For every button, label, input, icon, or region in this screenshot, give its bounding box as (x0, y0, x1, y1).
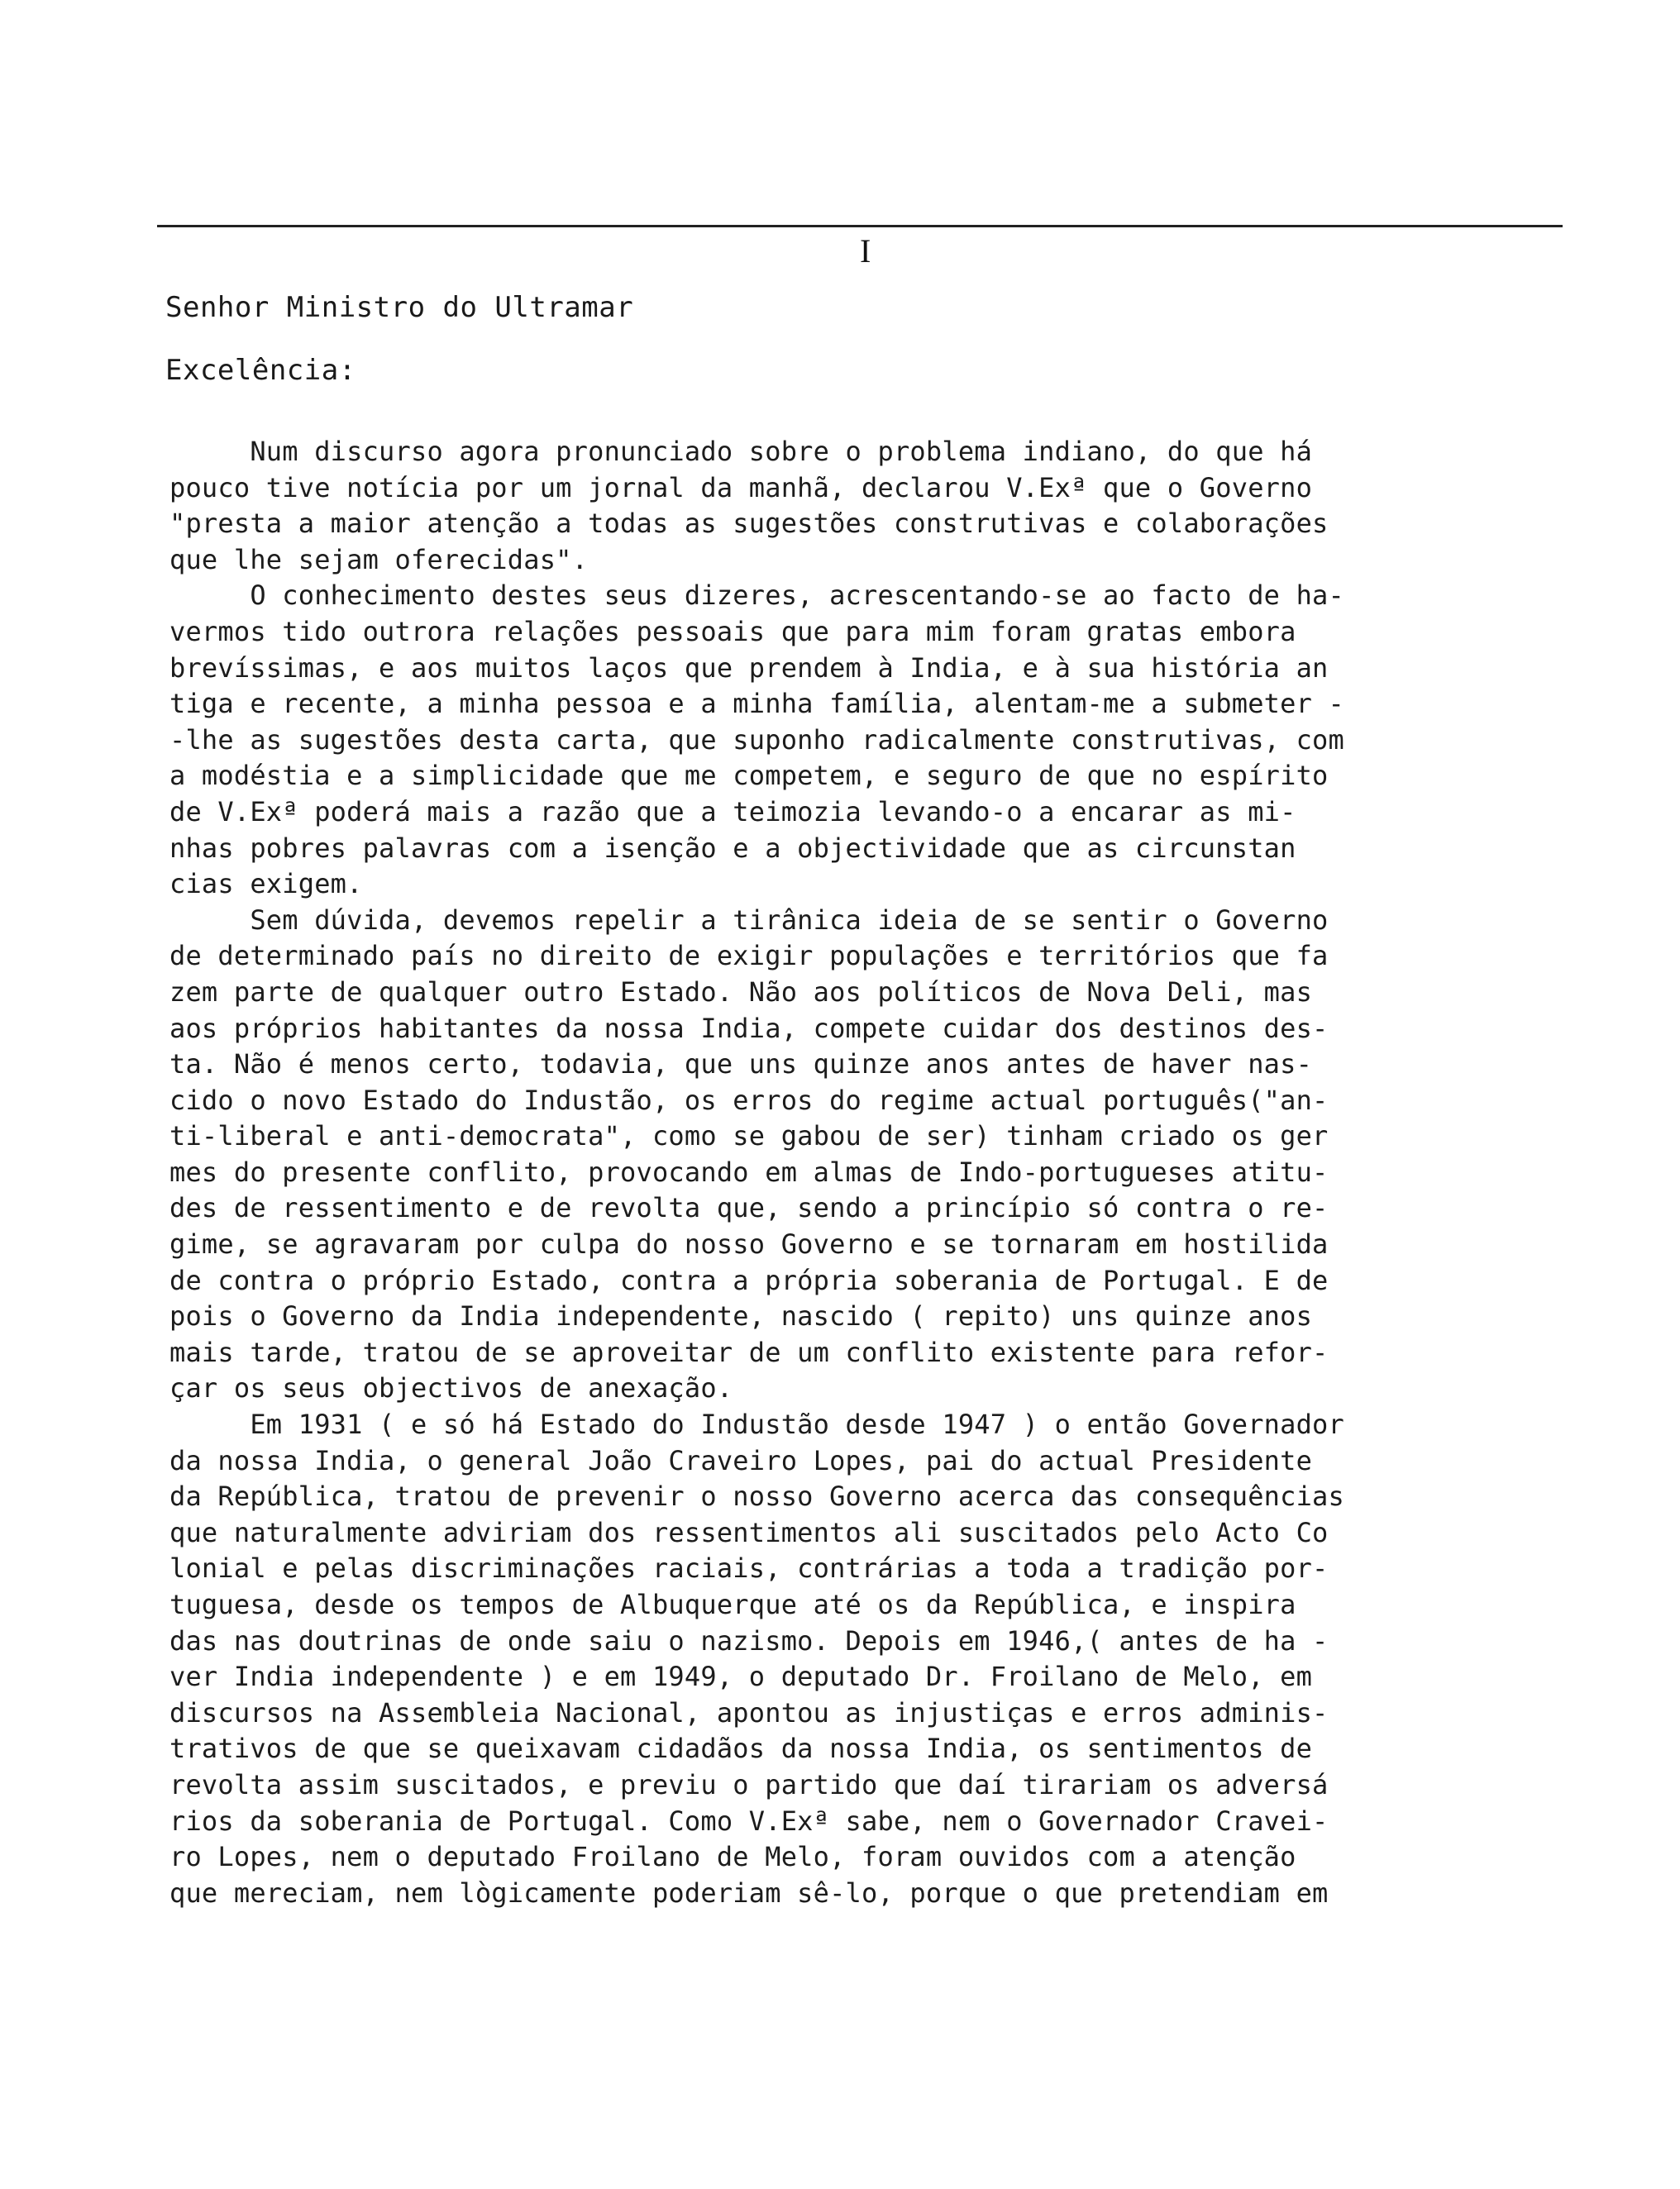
top-rule (157, 225, 1563, 227)
text-line: que naturalmente adviriam dos ressentimentos ali suscitados pelo Acto Co (169, 1516, 1329, 1548)
text-line: cias exigem. (169, 868, 363, 900)
text-line: que lhe sejam oferecidas". (169, 543, 589, 575)
text-line: mes do presente conflito, provocando em almas de Indo-portugueses atitu- (169, 1156, 1329, 1188)
text-line: çar os seus objectivos de anexação. (169, 1372, 733, 1404)
text-line: vermos tido outrora relações pessoais que para mim foram gratas embora (169, 615, 1296, 647)
text-line: zem parte de qualquer outro Estado. Não aos políticos de Nova Deli, mas (169, 975, 1313, 1008)
text-line: tiga e recente, a minha pessoa e a minha família, alentam-me a submeter - (169, 688, 1344, 720)
text-line: O conhecimento destes seus dizeres, acrescentando-se ao facto de ha- (169, 579, 1344, 612)
text-line: rios da soberania de Portugal. Como V.Exª sabe, nem o Governador Cravei- (169, 1805, 1329, 1837)
text-line: a modéstia e a simplicidade que me competem, e seguro de que no espírito (169, 760, 1329, 792)
text-line: brevíssimas, e aos muitos laços que prendem à India, e à sua história an (169, 651, 1329, 684)
text-line: lonial e pelas discriminações raciais, contrárias a toda a tradição por- (169, 1552, 1329, 1585)
text-line: da nossa India, o general João Craveiro Lopes, pai do actual Presidente (169, 1444, 1313, 1476)
text-line: nhas pobres palavras com a isenção e a objectividade que as circunstan (169, 832, 1296, 864)
text-line: Em 1931 ( e só há Estado do Industão desde 1947 ) o então Governador (169, 1409, 1344, 1441)
text-line: cido o novo Estado do Industão, os erros do regime actual português("an- (169, 1084, 1329, 1116)
text-line: ro Lopes, nem o deputado Froilano de Melo, foram ouvidos com a atenção (169, 1841, 1296, 1873)
text-line: pouco tive notícia por um jornal da manhã, declarou V.Exª que o Governo (169, 471, 1313, 503)
addressee: Senhor Ministro do Ultramar (165, 291, 634, 324)
text-line: de determinado país no direito de exigir populações e territórios que fa (169, 940, 1329, 972)
text-line: ver India independente ) e em 1949, o deputado Dr. Froilano de Melo, em (169, 1661, 1313, 1693)
text-line: revolta assim suscitados, e previu o partido que daí tirariam os adversá (169, 1768, 1329, 1800)
text-line: de V.Exª poderá mais a razão que a teimozia levando-o a encarar as mi- (169, 795, 1296, 827)
greeting: Excelência: (165, 354, 356, 387)
text-line: Num discurso agora pronunciado sobre o problema indiano, do que há (169, 436, 1313, 467)
text-line: de contra o próprio Estado, contra a própria soberania de Portugal. E de (169, 1264, 1329, 1296)
text-line: Sem dúvida, devemos repelir a tirânica ideia de se sentir o Governo (169, 904, 1329, 936)
text-line: -lhe as sugestões desta carta, que suponho radicalmente construtivas, com (169, 723, 1344, 756)
page-number: I (860, 232, 871, 269)
text-line: mais tarde, tratou de se aproveitar de um conflito existente para refor- (169, 1336, 1329, 1368)
text-line: discursos na Assembleia Nacional, apontou as injustiças e erros adminis- (169, 1696, 1329, 1729)
text-line: aos próprios habitantes da nossa India, compete cuidar dos destinos des- (169, 1012, 1329, 1044)
letter-body (169, 434, 1592, 1911)
text-line: ta. Não é menos certo, todavia, que uns quinze anos antes de haver nas- (169, 1048, 1313, 1080)
text-line: tuguesa, desde os tempos de Albuquerque até os da República, e inspira (169, 1589, 1296, 1620)
text-line: gime, se agravaram por culpa do nosso Governo e se tornaram em hostilida (169, 1228, 1329, 1261)
text-line: das nas doutrinas de onde saiu o nazismo. Depois em 1946,( antes de ha - (169, 1624, 1329, 1657)
text-line: "presta a maior atenção a todas as sugestões construtivas e colaborações (169, 508, 1329, 540)
text-line: pois o Governo da India independente, nascido ( repito) uns quinze anos (169, 1300, 1313, 1333)
text-line: ti-liberal e anti-democrata", como se gabou de ser) tinham criado os ger (169, 1120, 1329, 1152)
text-line: trativos de que se queixavam cidadãos da nossa India, os sentimentos de (169, 1733, 1313, 1765)
text-line: que mereciam, nem lògicamente poderiam sê-lo, porque o que pretendiam em (169, 1877, 1329, 1909)
text-line: des de ressentimento e de revolta que, sendo a princípio só contra o re- (169, 1192, 1329, 1224)
text-line: da República, tratou de prevenir o nosso Governo acerca das consequências (169, 1481, 1344, 1513)
